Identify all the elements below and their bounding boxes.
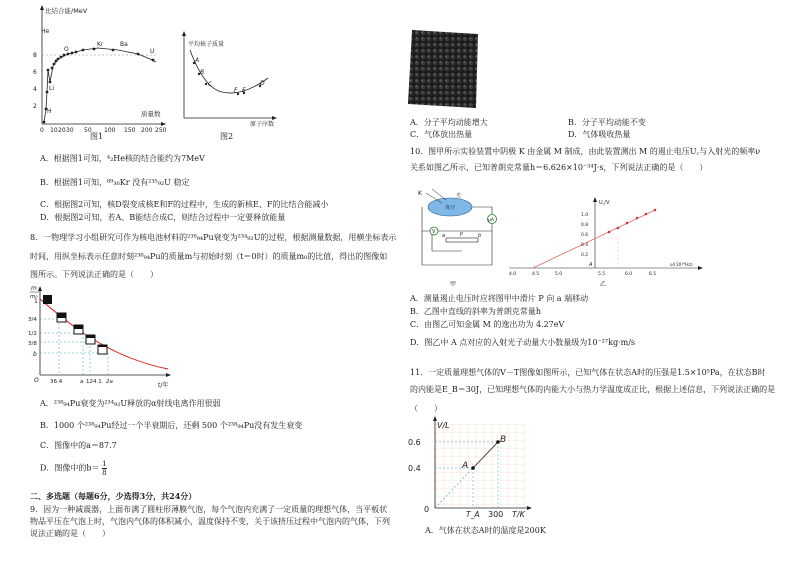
fig2-caption: 图2 [220,132,234,141]
vt-graph [408,416,538,519]
vt-xtick-300: 300 [488,510,504,519]
q8-option-c: C．图像中的a＝87.7 [40,441,117,450]
q8-option-d-prefix: D．图像中的b＝ [40,463,100,473]
fig1-xtick: 0 [40,127,44,134]
q7-option-b: B．根据图1可知，⁸⁹₃₆Kr 没有²³⁵₉₂U 稳定 [40,178,190,187]
graph-caption: 乙 [600,281,607,288]
section2-heading: 二、多选题（每题6分，少选得3分，共24分） [30,491,197,501]
decay-ytick-3-4: 3/4 [28,317,37,323]
q7-option-c: C．根据图2可知，核D裂变成核E和F的过程中，生成的新核E、F的比结合能减小 [40,200,329,209]
q10-option-c: C．由图乙可知金属 M 的逸出功为 4.27eV [410,320,565,329]
graph-xtick: 6.5 [649,272,657,277]
apparatus-k: K [418,190,422,197]
fig1-xtick: 200 [141,127,153,134]
fig1-ytick: 2 [33,103,37,110]
q10-stem-line2: 关系如图乙所示，已知普朗克常量h＝6.626×10⁻³⁴J·s，下列说法正确的是（ ） [410,163,708,172]
q9-option-c: C．气体放出热量 [410,130,473,139]
bubble-wrap-photo [408,30,480,110]
graph-xtick: 4.5 [532,272,540,277]
stopping-voltage-graph [505,196,715,278]
decay-ylabel: m [31,285,37,292]
q11-stem-line3: （ ） [410,404,442,413]
graph-ytick: 0.6 [581,233,589,238]
fig1-xtick: 50 [84,127,92,134]
q7-option-a: A．根据图1可知，⁴₂He核的结合能约为7MeV [40,154,205,163]
vt-point-a: A [462,461,469,471]
q11-stem-line1: 11．一定质量理想气体的V－T图像如图所示，已知气体在状态A时的压强是1.5×10⁵Pa，在状态B时 [410,368,766,377]
decay-ytick-b: b [33,351,37,358]
photoelectric-apparatus [412,185,502,277]
vt-point-b: B [500,435,507,445]
apparatus-a: a [442,233,446,239]
apparatus-caption: 甲 [450,281,457,288]
decay-ytick-1-2: 1/2 [28,331,37,337]
apparatus-ua: μA [488,218,494,223]
fig1-xtick: 20 [58,127,66,134]
fig1-xtick: 250 [155,127,167,134]
fig1-label-h: H [47,108,52,115]
apparatus-b: b [478,233,482,239]
decay-graph [28,283,178,393]
fig2-ylabel: 平均核子质量 [188,41,225,48]
q8-d-num: 1 [102,460,107,468]
fig2-point-c: C [208,81,213,88]
graph-xtick: 4.0 [509,272,517,277]
fig1-xtick: 100 [104,127,116,134]
apparatus-v: V [432,229,436,235]
fig1-label-li: Li [49,85,55,92]
fig1-ylabel: 比结合能/MeV [45,7,88,15]
q8-d-den: 8 [102,469,107,477]
decay-origin: O [34,377,39,384]
apparatus-light: 光 [456,193,462,199]
q8-stem-line3: 图所示。下列说法正确的是（ ） [30,270,158,279]
fig2-point-b: B [200,69,205,76]
fig1-xlabel: 质量数 [141,110,161,118]
fig1-label-ba: Ba [120,41,128,48]
q10-option-b: B．乙图中直线的斜率为普朗克常量h [410,307,542,316]
vt-ylabel: V/L [437,421,450,430]
fig1-xtick: 30 [66,127,74,134]
fig2-point-a: A [195,57,200,64]
fig1-label-kr: Kr [97,41,104,48]
decay-xtick: 36.4 [50,379,63,385]
graph-ytick: 0.8 [581,223,589,228]
q8-stem-line2: 时间，用纵坐标表示任意时刻²³⁸₉₄Pu的质量m与初始时刻（t＝0时）的质量m₀的比值，得出的图像如 [30,252,388,261]
vt-xlabel: T/K [512,510,525,519]
decay-ytick-1: 1 [34,298,38,305]
fig2-point-e: E [242,87,246,94]
q10-option-d: D．图乙中 A 点对应的入射光子动量大小数量级为10⁻²⁷kg·m/s [410,338,635,347]
vt-ytick-06: 0.6 [408,438,421,447]
decay-ytick-3-8: 3/8 [28,341,37,347]
graph-ylabel: U꜀/V [599,200,610,206]
decay-ylabel-sub: m₀ [30,294,38,300]
q9-option-b: B．分子平均动能不变 [568,118,646,127]
decay-xlabel: t/年 [158,382,169,389]
q8-option-d-fraction [102,460,106,477]
fig1-label-o: O [64,46,69,53]
q9-option-a: A．分子平均动能增大 [410,118,488,127]
fig1-caption: 图1 [90,132,104,141]
fig2-point-d: D [260,80,265,87]
vt-xtick-ta: T_A [466,510,480,519]
graph-ytick: 0.4 [581,243,589,248]
graph-xtick: 5.0 [555,272,563,277]
q9-stem-line1: 9．因为一种减震器，上面布满了圆柱形薄膜气泡，每个气泡内充满了一定质量的理想气体，当平板状 [30,505,388,514]
fig1-ytick: 8 [33,52,37,59]
q9-option-d: D．气体吸收热量 [568,130,631,139]
decay-xtick: a [80,379,84,385]
fig1-ytick: 6 [33,69,37,76]
fig2-xlabel: 原子序数 [250,121,275,128]
q11-stem-line2: 的内能是E_B＝30J，已知理想气体的内能大小与热力学温度成正比，根据上述信息，下列说法正确的是 [410,385,776,394]
decay-xtick: 2a [106,379,113,385]
q8-option-b: B．1000 个²³⁸₉₄Pu经过一个半衰期后，还剩 500 个²³⁸₉₄Pu没有发生衰变 [40,421,303,430]
q9-stem-line2: 物品平压在气泡上时，气泡内气体的体积减小，温度保持不变，关于该挤压过程中气泡内的气体，下列 [30,517,390,526]
q11-option-a: A．气体在状态A时的温度是200K [425,526,546,535]
graph-xlabel: ν/(10¹⁴Hz) [670,263,693,268]
apparatus-p: P [460,232,464,238]
decay-xtick: 124.1 [86,379,102,385]
q7-option-d: D．根据图2可知，若A、B能结合成C，则结合过程中一定要释放能量 [40,213,286,222]
graph-point-a: A [589,262,593,268]
graph-xtick: 5.5 [598,272,606,277]
graph-ytick: 1.0 [581,213,589,218]
q10-stem-line1: 10．图甲所示实验装置中阴极 K 由金属 M 制成，由此装置测出 M 的遏止电压U꜀与入射光的频率ν [410,147,761,156]
q8-option-a: A．²³⁸₉₄Pu衰变为²³⁴₉₂U释放的α射线电离作用很弱 [40,399,221,408]
graph-ytick: 0.2 [581,253,589,258]
apparatus-vacuum: 真空 [445,205,456,211]
q8-stem-line1: 8．一物理学习小组研究可作为核电池材料的²³⁸₉₄Pu衰变为²³⁴₉₂U的过程，根据测量数据，用横坐标表示 [30,233,397,242]
fig1-label-he: He [41,28,50,35]
vt-ytick-04: 0.4 [408,464,421,473]
q8-option-d [40,460,107,477]
q10-option-a: A．测量遏止电压时应将图甲中滑片 P 向 a 端移动 [410,294,589,303]
fig1-label-u: U [150,48,155,55]
fig1-binding-energy-graph [33,4,173,144]
fig2-point-f: F [234,87,238,94]
fig1-xtick: 10 [50,127,58,134]
fig1-ytick: 4 [33,86,37,93]
fig1-xtick: 150 [124,127,136,134]
graph-xtick: 6.0 [625,272,633,277]
q9-stem-line3: 说法正确的是（ ） [30,529,110,538]
vt-origin: 0 [424,505,430,514]
